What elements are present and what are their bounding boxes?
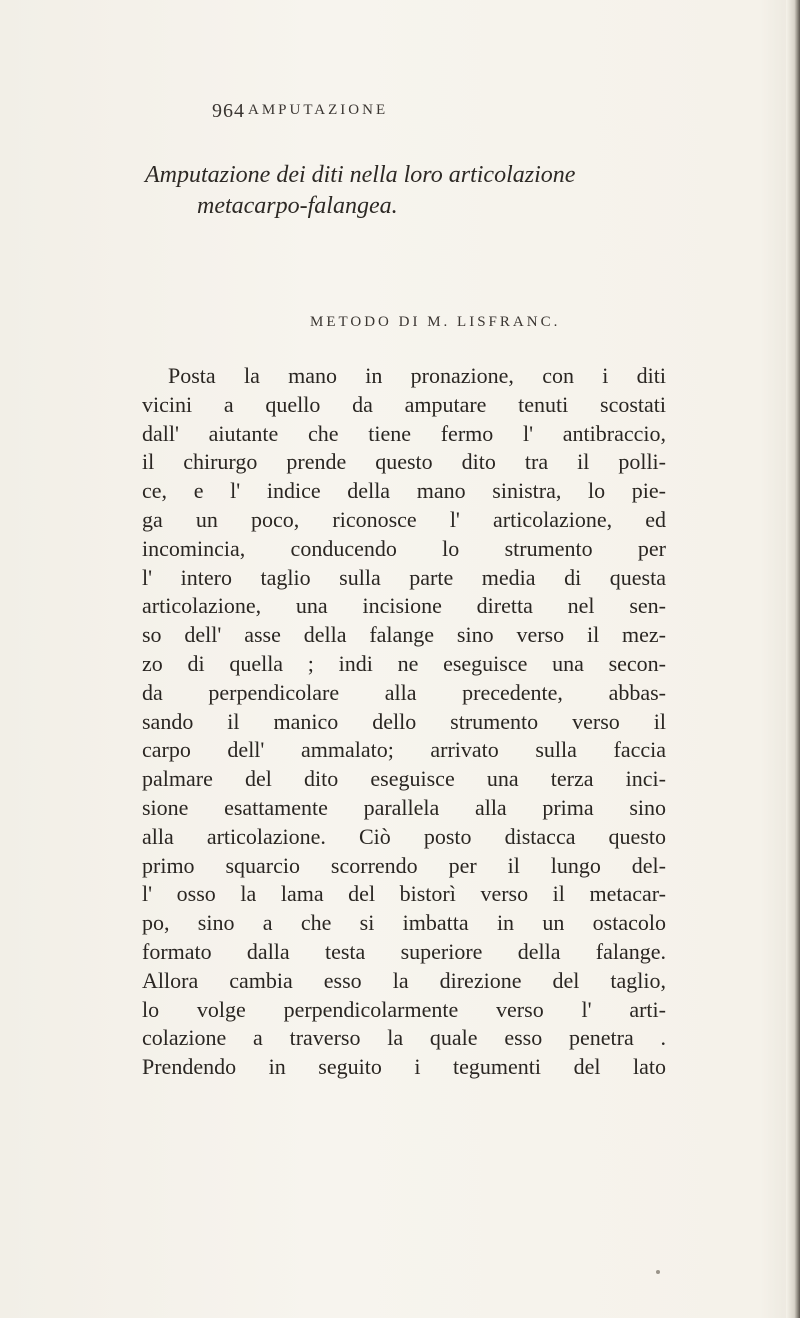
text-line: vicini a quello da amputare tenuti scostati — [142, 391, 666, 417]
ink-speck — [656, 1270, 660, 1274]
text-line: lo volge perpendicolarmente verso l' arti- — [142, 996, 666, 1022]
text-line: po, sino a che si imbatta in un ostacolo — [142, 910, 666, 936]
text-line: da perpendicolare alla precedente, abbas- — [142, 679, 666, 705]
text-line: primo squarcio scorrendo per il lungo del- — [142, 852, 666, 878]
page-edge-shadow — [786, 0, 800, 1318]
method-subheading: METODO DI M. LISFRANC. — [310, 314, 561, 330]
text-line: dall' aiutante che tiene fermo l' antibraccio, — [142, 420, 666, 446]
text-line: l' intero taglio sulla parte media di questa — [142, 564, 666, 590]
text-line: Allora cambia esso la direzione del taglio, — [142, 967, 666, 993]
text-line: Posta la mano in pronazione, con i diti — [168, 363, 666, 388]
section-title-line-1: Amputazione dei diti nella loro articolazione — [145, 162, 576, 188]
text-line: sando il manico dello strumento verso il — [142, 708, 666, 734]
section-title — [145, 160, 665, 222]
text-line: zo di quella ; indi ne eseguisce una secon- — [142, 650, 666, 676]
text-line: colazione a traverso la quale esso penetra . — [142, 1025, 666, 1051]
section-title-line-2: metacarpo-falangea. — [197, 193, 398, 219]
text-line: palmare del dito eseguisce una terza inci- — [142, 766, 666, 792]
text-line: carpo dell' ammalato; arrivato sulla faccia — [142, 737, 666, 763]
running-head: AMPUTAZIONE — [248, 102, 389, 118]
text-line: incomincia, conducendo lo strumento per — [142, 535, 666, 561]
text-line: sione esattamente parallela alla prima sino — [142, 794, 666, 820]
text-line: alla articolazione. Ciò posto distacca questo — [142, 823, 666, 849]
text-line: ga un poco, riconosce l' articolazione, ed — [142, 506, 666, 532]
text-line: Prendendo in seguito i tegumenti del lato — [142, 1054, 666, 1080]
text-line: so dell' asse della falange sino verso il mez- — [142, 622, 666, 648]
text-line: il chirurgo prende questo dito tra il polli- — [142, 449, 666, 475]
text-line: l' osso la lama del bistorì verso il metacar- — [142, 881, 666, 907]
page-number: 964 — [212, 100, 245, 122]
text-line: articolazione, una incisione diretta nel sen- — [142, 593, 666, 619]
text-line: ce, e l' indice della mano sinistra, lo pie- — [142, 478, 666, 504]
text-line: formato dalla testa superiore della falange. — [142, 938, 666, 964]
body-paragraph — [142, 362, 666, 1082]
page-header — [212, 100, 512, 130]
